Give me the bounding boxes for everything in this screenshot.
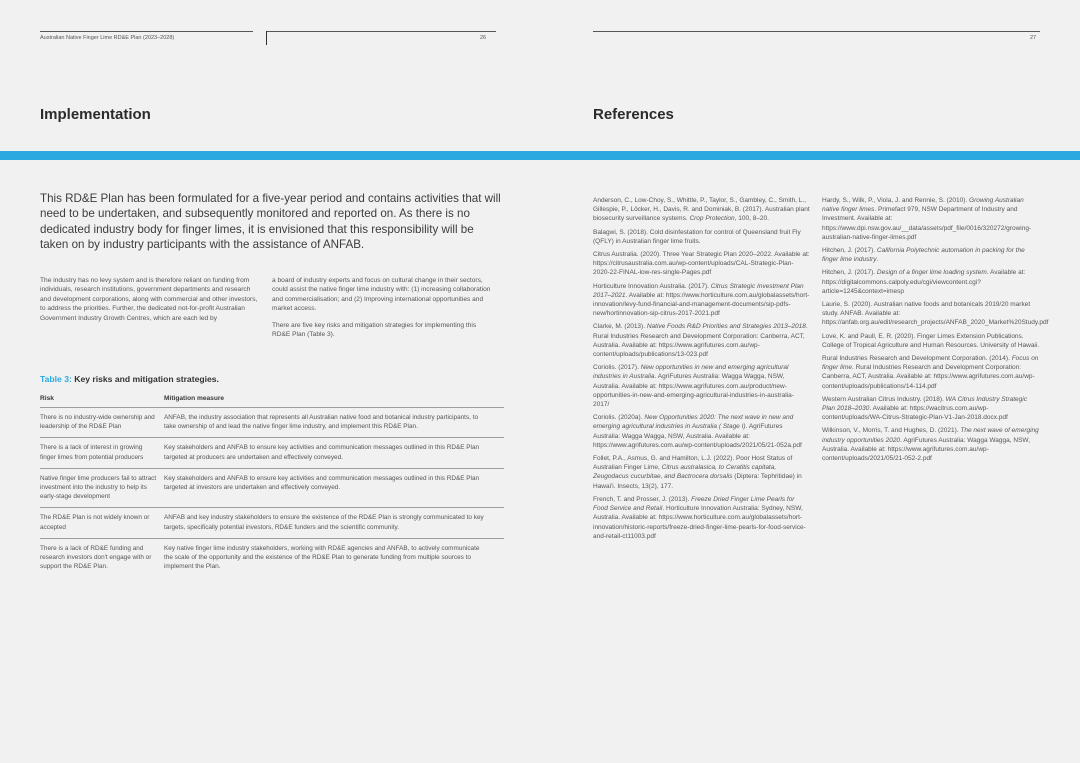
- mitigation-cell: Key stakeholders and ANFAB to ensure key activities and communication messages outlined in this RD&E Plan targeted at producers are undertaken and effectively conveyed.: [164, 444, 480, 461]
- intro-paragraph: This RD&E Plan has been formulated for a five-year period and contains activities that will need to be undertaken, and subsequently monitored and reported on. As there is no dedicated industry body for finger limes, it is envisioned that this responsibility will be taken on by industry participants with the assistance of ANFAB.: [40, 192, 501, 252]
- reference-entry: Citrus Australia. (2020). Three Year Strategic Plan 2020–2022. Available at: https://citrusaustralia.com.au/wp-content/uploads/CAL-Strategic-Plan-2020-22-FINAL-low-res-single-Pages.pdf: [593, 251, 810, 277]
- table-row: [40, 407, 504, 437]
- table-row: [40, 538, 504, 578]
- mitigation-cell: Key stakeholders and ANFAB to ensure key activities and communication messages outlined in this RD&E Plan targeted at investors are undertaken and effectively conveyed.: [164, 474, 480, 492]
- body-paragraph: There are five key risks and mitigation strategies for implementing this RD&E Plan (Table 3).: [272, 321, 477, 339]
- reference-entry: Balagwi, S. (2018). Cold disinfestation for control of Queensland fruit Fly (QFLY) in Australian finger lime fruits.: [593, 228, 801, 245]
- column-header-mitigation: Mitigation measure: [164, 395, 225, 402]
- header-rule-right: [593, 31, 1040, 32]
- references-column-2: [822, 196, 1049, 467]
- references-column-1: [593, 196, 810, 545]
- left-page-number: 26: [480, 35, 487, 41]
- reference-entry: Hitchen, J. (2017). California Polytechnic automation in packing for the finger lime industry.: [822, 247, 1025, 264]
- risk-table: [40, 395, 504, 577]
- table-header-row: [40, 395, 504, 407]
- reference-entry: Western Australian Citrus Industry. (2018). WA Citrus Industry Strategic Plan 2018–2030. Available at: https://wacitrus.com.au/wp-content/uploads/WA-Citrus-Strategic-Plan-V1-Jan-2018.docx.pdf: [822, 395, 1027, 422]
- reference-entry: Anderson, C., Low-Choy, S., Whittle, P., Taylor, S., Gambley, C., Smith, L., Gillespie, P., Löcker, H., Davis, R. and Dominiak, B. (2017). Australian plant biosecurity surveillance systems. Crop Protection, 100, 8–20.: [593, 197, 810, 223]
- implementation-title: Implementation: [40, 106, 151, 123]
- risk-cell: The RD&E Plan is not widely known or accepted: [40, 514, 150, 531]
- reference-entry: French, T. and Prosser, J. (2013). Freeze Dried Finger Lime Pearls for Food Service and Retail. Horticulture Innovation Australia: Sydney, NSW, Australia. Available at: https://www.horticulture.com.au/globalassets/hort-innovation/historic-reports/freeze-dried-finger-lime-pearls-for-food-service-and-retail-ct11003.pdf: [593, 495, 806, 540]
- reference-entry: Coriolis. (2020a). New Opportunities 2020: The next wave in new and emerging agricultural industries in Australia ( Stage I). AgriFutures Australia: Wagga Wagga, NSW, Australia. Available at: https://www.agrifutures.com.au/wp-content/uploads/2021/05/21-052a.pdf: [593, 414, 802, 449]
- mitigation-cell: Key native finger lime industry stakeholders, working with RD&E agencies and ANFAB, to actively communicate the scale of the opportunity and the existence of the RD&E Plan to generate funding from multiple sources to implement the Plan.: [164, 544, 480, 571]
- reference-entry: Wilkinson, V., Morris, T. and Hughes, D. (2021). The next wave of emerging industry opportunities 2020. AgriFutures Australia: Wagga Wagga, NSW, Australia. Available at: https://www.agrifutures.com.au/wp-content/uploads/2021/05/21-052-2.pdf: [822, 427, 1039, 463]
- mitigation-cell: ANFAB, the industry association that represents all Australian native food and botanical industry participants, to take ownership of and lead the native finger lime industry, and implement this RD&E Plan.: [164, 414, 479, 431]
- body-paragraph: a board of industry experts and focus on cultural change in their sectors, could assist the native finger lime industry with: (1) increasing collaboration and commercialisation; and (2) Improving international opportunities and market access.: [272, 277, 491, 313]
- running-title: Australian Native Finger Lime RD&E Plan (2023–2028): [40, 35, 175, 41]
- risk-cell: Native finger lime producers fail to attract investment into the industry to help its early-stage development: [40, 474, 157, 501]
- references-title: References: [593, 106, 674, 123]
- risk-cell: There is a lack of interest in growing finger limes from potential producers: [40, 444, 144, 461]
- reference-entry: Hardy, S., Wilk, P., Viola, J. and Rennie, S. (2010). Growing Australian native finger limes. Primefact 979, NSW Department of Industry and Investment. Available at: https://www.dpi.nsw.gov.au/__data/assets/pdf_file/0016/320272/growing-australian-native-finger-limes.pdf: [822, 197, 1032, 241]
- reference-entry: Coriolis. (2017). New opportunities in new and emerging agricultural industries in Australia. AgriFutures Australia: Wagga Wagga, NSW, Australia. Available at: https://www.agrifutures.com.au/product/new-opportunities-in-new-and-emerging-agricultural-industries-in-australia-2017/: [593, 364, 794, 409]
- table-row: [40, 437, 504, 467]
- body-column-2: [272, 276, 494, 346]
- reference-entry: Hitchen, J. (2017). Design of a finger lime loading system. Available at: https://digitalcommons.calpoly.edu/cgi/viewcontent.cgi?article=1245&context=imesp: [822, 269, 1026, 295]
- reference-entry: Laurie, S. (2020). Australian native foods and botanicals 2019/20 market study. ANFAB. Available at: https://anfab.org.au/edit/research_projects/ANFAB_2020_Market%20Study.pdf: [822, 301, 1049, 327]
- table-label: Table 3:: [40, 374, 72, 384]
- risk-cell: There is a lack of RD&E funding and research investors don't engage with or support the RD&E Plan.: [40, 544, 152, 571]
- right-page-number: 27: [1030, 35, 1037, 41]
- reference-entry: Clarke, M. (2013). Native Foods R&D Priorities and Strategies 2013–2018. Rural Industries Research and Development Corporation: Canberra, ACT, Australia. Available at: https://www.agrifutures.com.au/wp-content/uploads/publications/13-023.pdf: [593, 323, 808, 359]
- reference-entry: Love, K. and Paull, E. R. (2020). Finger Limes Extension Publications. College of Tropical Agriculture and Human Resources. University of Hawaii.: [822, 332, 1040, 349]
- reference-entry: Follet, P.A., Asmus, G. and Hamilton, L.J. (2022). Poor Host Status of Australian Finger Lime, Citrus australasica, to Ceratitis capitata, Zeugodacus cucurbitae, and Bactrocera dorsalis (Diptera: Tephritidae) in Hawai'i. Insects, 13(2), 177.: [593, 455, 802, 490]
- table-caption: [40, 374, 219, 384]
- column-header-risk: Risk: [40, 395, 54, 402]
- risk-cell: There is no industry-wide ownership and leadership of the RD&E Plan: [40, 414, 155, 431]
- table-title: Key risks and mitigation strategies.: [71, 374, 219, 384]
- body-paragraph: The industry has no levy system and is therefore reliant on funding from individuals, research institutions, government departments and research and development corporations, along with commercial and other investors, to address the priorities. Further, the dedicated not-for-profit Australian Government Industry Growth Centres, which are each led by: [40, 277, 258, 322]
- reference-entry: Rural Industries Research and Development Corporation. (2014). Focus on finger lime. Rural Industries Research and Development Corporation: Canberra, ACT, Australia. Available at: https://www.agrifutures.com.au/wp-content/uploads/publications/14-114.pdf: [822, 355, 1039, 390]
- body-column-1: [40, 276, 262, 330]
- reference-entry: Horticulture Innovation Australia. (2017). Citrus Strategic Investment Plan 2017–2021. Available at: https://www.horticulture.com.au/globalassets/hort-innovation/levy-fund-financial-and-management-documents/sip-pdfs-new/hortinnovation-sip-citrus-2017-2021.pdf: [593, 282, 810, 318]
- table-row: [40, 507, 504, 537]
- mitigation-cell: ANFAB and key industry stakeholders to ensure the existence of the RD&E Plan is strongly communicated to key targets, specifically potential investors, RD&E funders and the scientific community.: [164, 514, 484, 531]
- table-row: [40, 468, 504, 508]
